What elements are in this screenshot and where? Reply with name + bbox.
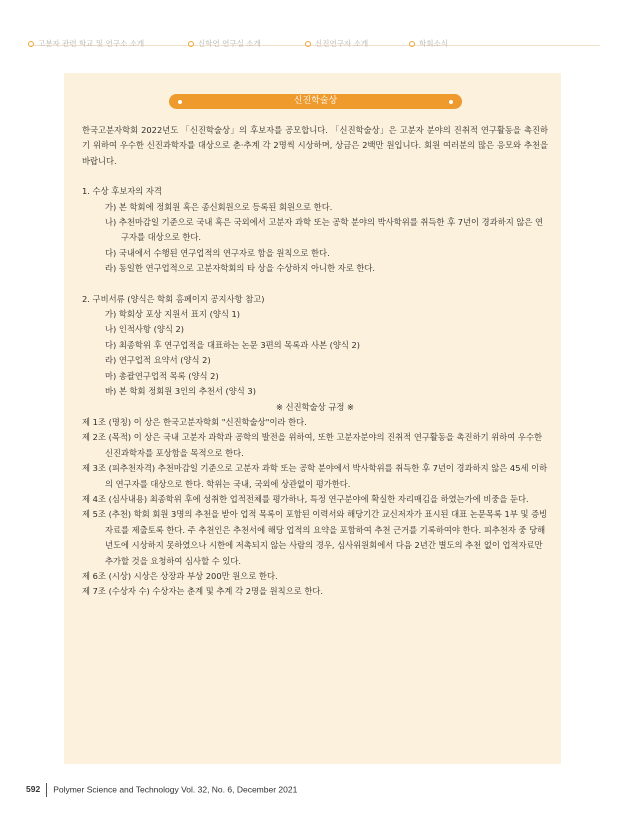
nav-item-young-researchers[interactable]: 신진연구자 소개 [305, 38, 368, 49]
list-item: 다) 국내에서 수행된 연구업적의 연구자로 함을 원칙으로 한다. [105, 247, 330, 258]
footer-divider [46, 783, 47, 797]
regulation-article: 제 7조 (수상자 수) 수상자는 춘계 및 추계 각 2명을 원칙으로 한다. [82, 586, 324, 597]
nav-item-institutes[interactable]: 고분자 관련 학교 및 연구소 소개 [28, 38, 144, 49]
banner-title: 신진학술상 [293, 96, 338, 106]
banner-dot-icon [449, 100, 453, 104]
list-item: 가) 본 학회에 정회원 혹은 종신회원으로 등록된 회원으로 한다. [105, 201, 333, 212]
top-navigation [0, 0, 622, 60]
list-item: 나) 추천마감일 기준으로 국내 혹은 국외에서 고분자 과학 또는 공학 분야의 박사학위를 취득한 후 7년이 경과하지 않은 연구자를 대상으로 한다. [105, 217, 544, 243]
circle-bullet-icon [28, 41, 34, 47]
nav-item-society-news[interactable]: 학회소식 [409, 38, 448, 49]
regulation-article: 제 1조 (명칭) 이 상은 한국고분자학회 "신진학술상"이라 한다. [82, 416, 307, 427]
documents-section [82, 292, 548, 400]
list-item: 나) 인적사항 (양식 2) [105, 324, 185, 335]
regulation-article: 제 3조 (피추천자격) 추천마감일 기준으로 고분자 과학 또는 공학 분야에서 박사학위를 취득한 후 7년이 경과하지 않은 45세 이하의 연구자를 대상으로 한다. 학위는 국내, 국외에 상관없이 평가한다. [82, 463, 548, 489]
section-heading: 1. 수상 후보자의 자격 [82, 186, 162, 197]
regulation-article: 제 5조 (추천) 학회 회원 3명의 추천을 받아 업적 목록이 포함된 이력서와 해당기간 교신저자가 표시된 대표 논문목록 1부 및 증빙 자료를 제출토록 한다. 주 추천인은 추천서에 해당 업적의 요약을 포함하여 추천 근거를 기록하여야 한다. 피추천자 중 당해년도에 시상하지 못하였으나 시한에 저촉되지 않는 사람의 경우, 심사위원회에서 다음 2년간 별도의 추천 없이 업적자료만 추가할 것을 요청하여 심사할 수 있다. [82, 509, 548, 566]
page-number: 592 [26, 784, 41, 795]
list-item: 다) 최종학위 후 연구업적을 대표하는 논문 3편의 목록과 사본 (양식 2) [105, 339, 361, 350]
regulations-list [82, 415, 548, 600]
list-item: 마) 총괄연구업적 목록 (양식 2) [105, 370, 219, 381]
award-banner [169, 94, 462, 109]
list-item: 라) 연구업적 요약서 (양식 2) [105, 355, 211, 366]
regulation-article: 제 6조 (시상) 시상은 상장과 부상 200만 원으로 한다. [82, 570, 278, 581]
circle-bullet-icon [305, 41, 311, 47]
eligibility-section [82, 184, 548, 276]
regulation-article: 제 2조 (목적) 이 상은 국내 고분자 과학과 공학의 발전을 위하여, 또한 고분자분야의 진취적 연구활동을 촉진하기 위하여 우수한 신진과학자를 포상함을 목적으로 한다. [82, 432, 542, 458]
circle-bullet-icon [188, 41, 194, 47]
list-item: 라) 동일한 연구업적으로 고분자학회의 타 상을 수상하지 아니한 자로 한다. [105, 263, 376, 274]
page-footer [26, 783, 297, 797]
section-heading: 2. 구비서류 (양식은 학회 홈페이지 공지사항 참고) [82, 293, 265, 304]
list-item: 바) 본 학회 정회원 3인의 추천서 (양식 3) [105, 386, 256, 397]
circle-bullet-icon [409, 41, 415, 47]
regulation-article: 제 4조 (심사내용) 최종학위 후에 성취한 업적전체를 평가하나, 특정 연구분야에 확실한 자리매김을 하였는가에 비중을 둔다. [82, 493, 529, 504]
regulations-title: ※ 신진학술상 규정 ※ [276, 401, 354, 412]
intro-paragraph: 한국고분자학회 2022년도 「신진학술상」의 후보자를 공모합니다. 「신진학술상」은 고분자 분야의 진취적 연구활동을 촉진하기 위하여 우수한 신진과학자를 대상으로 춘·추계 각 2명씩 시상하며, 상금은 2백만 원입니다. 회원 여러분의 많은 응모와 추천을 바랍니다. [82, 125, 548, 166]
announcement-body [82, 123, 548, 600]
banner-dot-icon [178, 100, 182, 104]
list-item: 가) 학회상 포상 지원서 표지 (양식 1) [105, 309, 241, 320]
nav-item-labs[interactable]: 신학연 연구실 소개 [188, 38, 261, 49]
announcement-panel [64, 73, 561, 764]
journal-citation: Polymer Science and Technology Vol. 32, No. 6, December 2021 [53, 784, 298, 795]
